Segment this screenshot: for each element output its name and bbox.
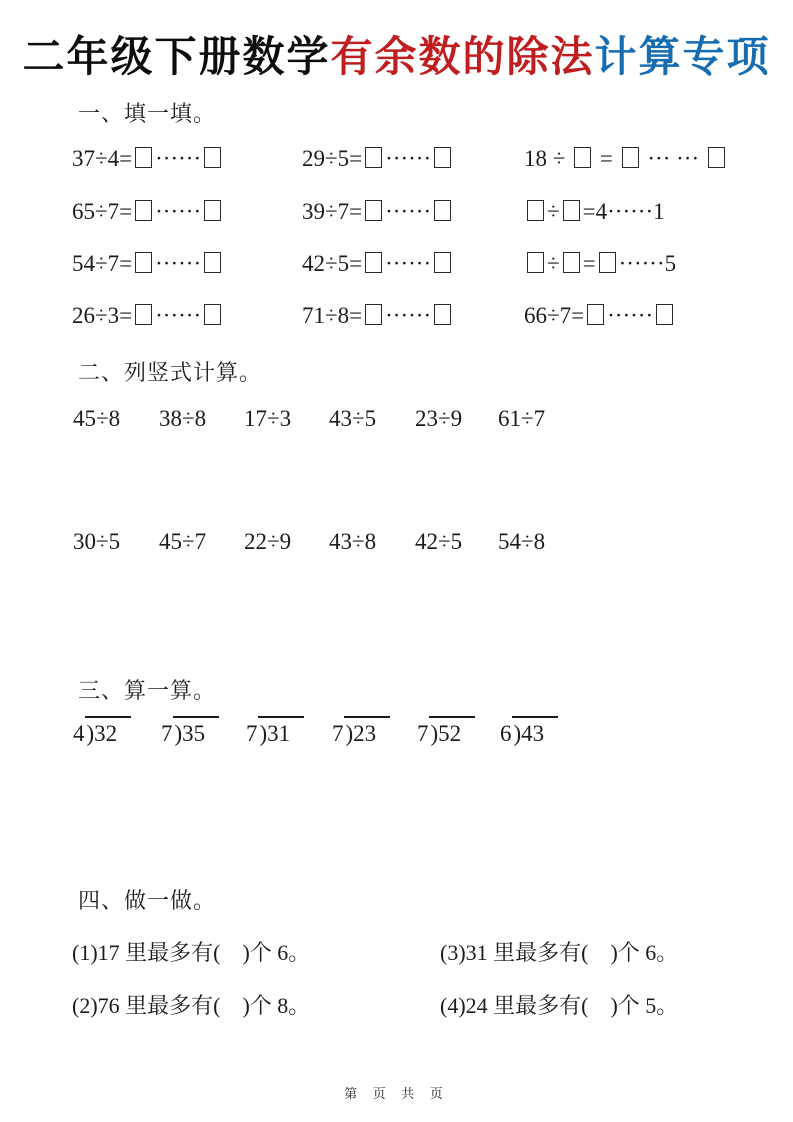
answer-box [365, 304, 382, 325]
divisor: 7 [161, 721, 173, 746]
long-division-problem [417, 716, 475, 747]
column-calc-problem: 22÷9 [244, 529, 292, 554]
column-calc-problem: 30÷5 [73, 529, 121, 554]
answer-box [622, 147, 639, 168]
fill-in-problem: 26÷3= ······ [72, 303, 224, 329]
answer-box [563, 252, 580, 273]
fill-in-problem: 18 ÷ = ··· ··· [524, 146, 728, 172]
division-bracket-dividend [429, 716, 476, 747]
answer-box [599, 252, 616, 273]
division-bracket-dividend [344, 716, 391, 747]
fill-in-problem: 42÷5= ······ [302, 251, 454, 277]
answer-box [587, 304, 604, 325]
division-bracket-dividend [512, 716, 559, 747]
long-division-problem [161, 716, 219, 747]
dividend: 43 [521, 721, 545, 746]
answer-box [434, 304, 451, 325]
fill-in-problem: 29÷5= ······ [302, 146, 454, 172]
division-bracket-icon: ) [430, 721, 439, 746]
column-calc-problem: 45÷7 [159, 529, 207, 554]
long-division-problem [73, 716, 131, 747]
answer-box [135, 252, 152, 273]
divisor: 7 [417, 721, 429, 746]
long-division-problem [246, 716, 304, 747]
answer-box [656, 304, 673, 325]
fill-in-problem: 54÷7= ······ [72, 251, 224, 277]
dividend: 52 [438, 721, 462, 746]
answer-box [563, 200, 580, 221]
divisor: 7 [332, 721, 344, 746]
answer-box [135, 304, 152, 325]
column-calc-problem: 43÷8 [329, 529, 377, 554]
answer-box [135, 147, 152, 168]
divisor: 4 [73, 721, 85, 746]
divisor: 6 [500, 721, 512, 746]
section1-heading: 一、填一填。 [78, 101, 217, 126]
fill-in-problem: ÷ = ······5 [524, 251, 676, 277]
answer-box [708, 147, 725, 168]
word-problem: (3)31 里最多有( )个 6。 [440, 940, 679, 965]
answer-box [135, 200, 152, 221]
division-bracket-dividend [85, 716, 132, 747]
title-part-grade: 二年级下册数学 [22, 33, 331, 80]
answer-box [574, 147, 591, 168]
answer-box [204, 200, 221, 221]
division-bracket-icon: ) [174, 721, 183, 746]
long-division-problem [500, 716, 558, 747]
column-calc-problem: 45÷8 [73, 406, 121, 431]
word-problem: (1)17 里最多有( )个 6。 [72, 940, 311, 965]
title-part-topic: 有余数的除法 [330, 33, 595, 80]
dividend: 32 [94, 721, 118, 746]
column-calc-problem: 54÷8 [498, 529, 546, 554]
fill-in-problem: 39÷7= ······ [302, 199, 454, 225]
division-bracket-icon: ) [513, 721, 522, 746]
division-bracket-dividend [258, 716, 305, 747]
answer-box [204, 252, 221, 273]
section4-heading: 四、做一做。 [78, 888, 217, 913]
answer-box [527, 200, 544, 221]
answer-box [365, 147, 382, 168]
answer-box [365, 252, 382, 273]
fill-in-problem: 66÷7= ······ [524, 303, 676, 329]
column-calc-problem: 23÷9 [415, 406, 463, 431]
dividend: 23 [353, 721, 377, 746]
fill-in-problem: 65÷7= ······ [72, 199, 224, 225]
division-bracket-icon: ) [86, 721, 95, 746]
answer-box [434, 147, 451, 168]
column-calc-problem: 42÷5 [415, 529, 463, 554]
column-calc-problem: 61÷7 [498, 406, 546, 431]
page-title [0, 24, 793, 84]
page-footer: 第 页 共 页 [344, 1086, 449, 1101]
word-problem: (4)24 里最多有( )个 5。 [440, 993, 679, 1018]
division-bracket-dividend [173, 716, 220, 747]
section2-heading: 二、列竖式计算。 [78, 360, 263, 385]
column-calc-problem: 43÷5 [329, 406, 377, 431]
fill-in-problem: 71÷8= ······ [302, 303, 454, 329]
answer-box [204, 304, 221, 325]
division-bracket-icon: ) [259, 721, 268, 746]
division-bracket-icon: ) [345, 721, 354, 746]
divisor: 7 [246, 721, 258, 746]
fill-in-problem: ÷ =4······1 [524, 199, 665, 225]
section3-heading: 三、算一算。 [78, 678, 217, 703]
answer-box [204, 147, 221, 168]
answer-box [434, 252, 451, 273]
column-calc-problem: 38÷8 [159, 406, 207, 431]
column-calc-problem: 17÷3 [244, 406, 292, 431]
answer-box [434, 200, 451, 221]
answer-box [527, 252, 544, 273]
long-division-problem [332, 716, 390, 747]
dividend: 35 [182, 721, 206, 746]
answer-box [365, 200, 382, 221]
dividend: 31 [267, 721, 291, 746]
word-problem: (2)76 里最多有( )个 8。 [72, 993, 311, 1018]
title-part-suffix: 计算专项 [594, 33, 771, 80]
fill-in-problem: 37÷4= ······ [72, 146, 224, 172]
